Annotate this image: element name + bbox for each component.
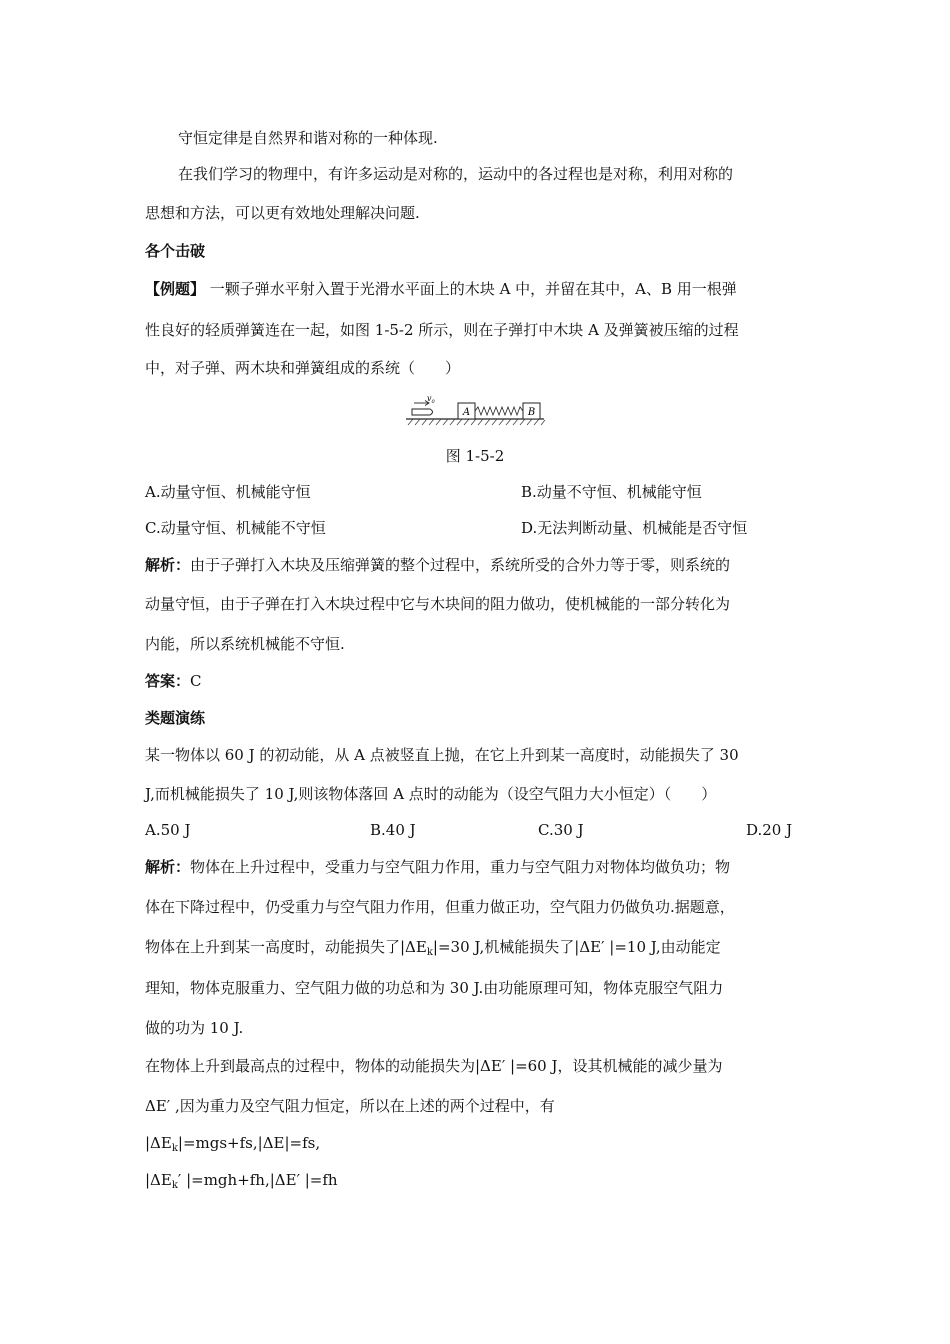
figure-caption: 图 1-5-2 xyxy=(445,447,505,465)
answer-value: C xyxy=(190,672,202,690)
option2-d: D.20 J xyxy=(746,821,793,839)
solution2-line2: 体在下降过程中，仍受重力与空气阻力作用，但重力做正功，空气阻力仍做负功.据题意， xyxy=(145,898,735,916)
solution2-line1: 解析：物体在上升过程中，受重力与空气阻力作用，重力与空气阻力对物体均做负功；物 xyxy=(145,858,731,876)
equation-line1: $|\Delta E_k|=mgs+fs,|\Delta E|=fs$, xyxy=(145,1134,321,1154)
spring-shape xyxy=(475,407,523,415)
example-text-line1: 一颗子弹水平射入置于光滑水平面上的木块 A 中，并留在其中，A、B 用一根弹 xyxy=(209,280,737,298)
answer-line xyxy=(145,671,202,691)
example-line2: 性良好的轻质弹簧连在一起，如图 1-5-2 所示，则在子弹打中木块 A 及弹簧被压缩的过程 xyxy=(145,321,739,339)
solution1-line3: 内能，所以系统机械能不守恒. xyxy=(145,635,345,653)
option2-a: A.50 J xyxy=(145,821,191,839)
example-line3: 中，对子弹、两木块和弹簧组成的系统（ ） xyxy=(145,359,461,377)
solution2-line7: ΔE′ ,因为重力及空气阻力恒定，所以在上述的两个过程中，有 xyxy=(145,1097,555,1115)
heading-gege-jipo: 各个击破 xyxy=(145,242,206,260)
question2-line2: J,而机械能损失了 10 J,则该物体落回 A 点时的动能为（设空气阻力大小恒定）（ ） xyxy=(145,785,717,803)
solution2-label: 解析： xyxy=(145,858,191,876)
paragraph-symmetry-line2: 思想和方法，可以更有效地处理解决问题. xyxy=(145,204,420,222)
example-tag: 【例题】 xyxy=(145,280,206,298)
velocity-label: $v_0$ xyxy=(427,395,435,405)
heading-leiti-yanlian: 类题演练 xyxy=(145,709,206,727)
paragraph-conservation: 守恒定律是自然界和谐对称的一种体现. xyxy=(178,129,438,147)
solution2-line3: 物体在上升到某一高度时，动能损失了$|\Delta E_k|=30$ J,机械能损失了|ΔE′ |=10 J,由动能定 xyxy=(145,938,721,958)
solution2-line6: 在物体上升到最高点的过程中，物体的动能损失为|ΔE′ |=60 J，设其机械能的减少量为 xyxy=(145,1057,723,1075)
option2-c: C.30 J xyxy=(538,821,584,839)
options-row-2 xyxy=(145,518,326,538)
solution1-line2: 动量守恒，由于子弹在打入木块过程中它与木块间的阻力做功，使机械能的一部分转化为 xyxy=(145,595,731,613)
example-line1 xyxy=(145,279,737,299)
equation-line2: $|\Delta E_k'$ |=mgh+fh,|ΔE′ |=fh xyxy=(145,1171,338,1191)
solution2-line5: 做的功为 10 J. xyxy=(145,1019,244,1037)
options-row-1 xyxy=(145,482,311,502)
question2-line1: 某一物体以 60 J 的初动能，从 A 点被竖直上抛，在它上升到某一高度时，动能损失了 30 xyxy=(145,746,739,764)
answer-label: 答案： xyxy=(145,672,191,690)
option-d: D.无法判断动量、机械能是否守恒 xyxy=(521,519,748,537)
solution1-line1: 解析：由于子弹打入木块及压缩弹簧的整个过程中，系统所受的合外力等于零，则系统的 xyxy=(145,556,731,574)
bullet-shape xyxy=(412,409,433,415)
block-a-label: A xyxy=(462,407,471,418)
block-b-label: B xyxy=(527,407,536,418)
option2-b: B.40 J xyxy=(370,821,416,839)
solution-label: 解析： xyxy=(145,556,191,574)
option-b: B.动量不守恒、机械能守恒 xyxy=(521,483,702,501)
paragraph-symmetry-line1: 在我们学习的物理中，有许多运动是对称的，运动中的各过程也是对称，利用对称的 xyxy=(178,165,734,183)
option-c: C.动量守恒、机械能不守恒 xyxy=(145,519,326,537)
option-a: A.动量守恒、机械能守恒 xyxy=(145,483,311,501)
bullet-block-spring-figure xyxy=(404,395,546,429)
solution2-line4: 理知，物体克服重力、空气阻力做的功总和为 30 J.由功能原理可知，物体克服空气阻力 xyxy=(145,979,724,997)
